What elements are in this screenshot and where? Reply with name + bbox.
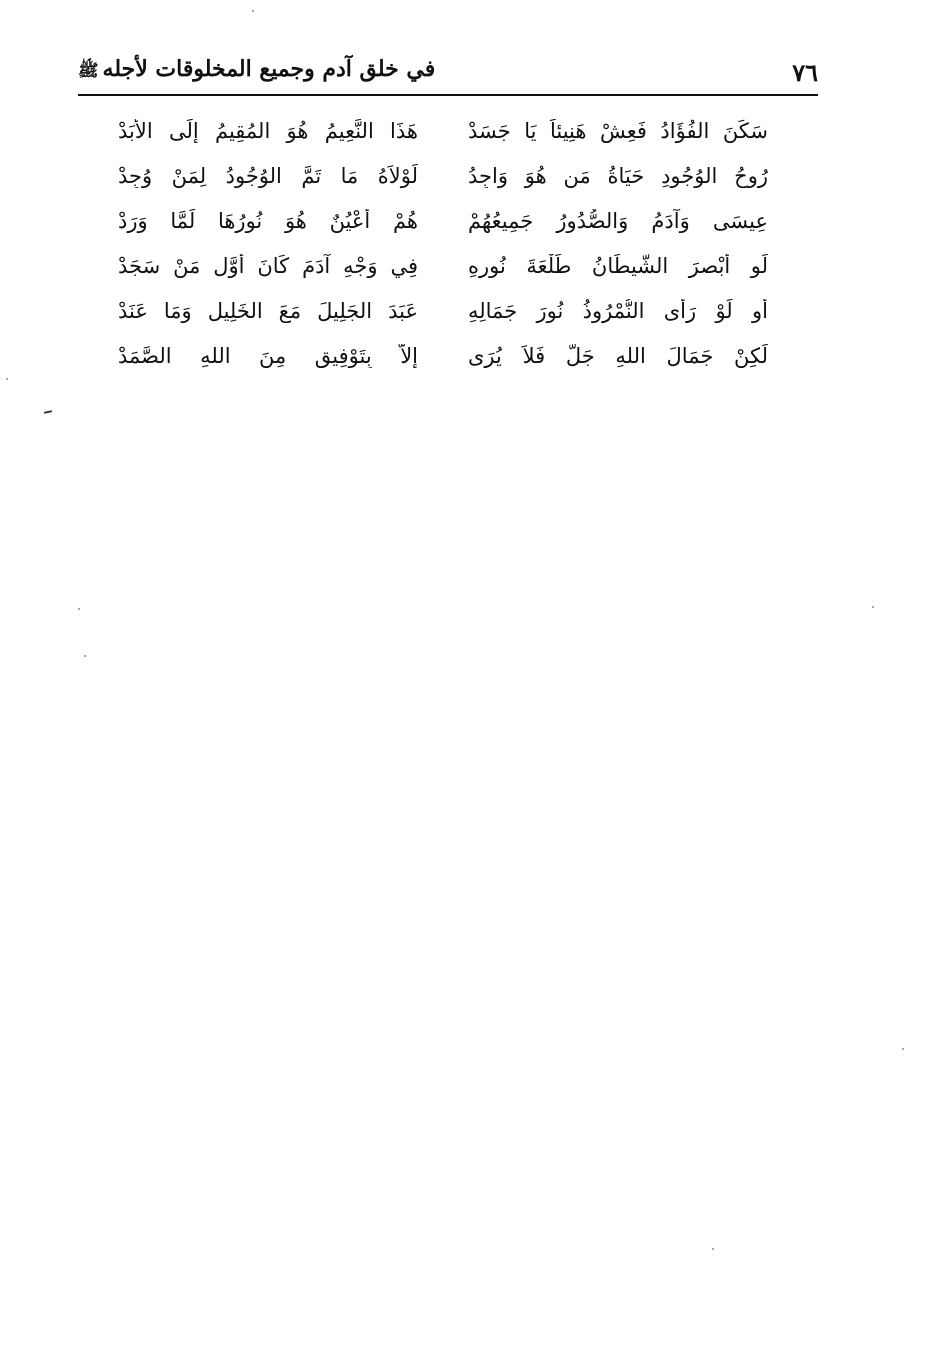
verse-1 xyxy=(118,108,768,153)
honorific-glyph: ﷺ xyxy=(78,61,99,81)
verse-2 xyxy=(118,153,768,198)
verse-3-first-hemistich: عِيسَى وَآدَمُ وَالصُّدُورُ جَمِيعُهُمْ xyxy=(468,208,768,233)
verse-2-second-hemistich: لَوْلاَهُ مَا تَمَّ الوُجُودُ لِمَنْ وُجِدْ xyxy=(118,163,418,188)
verse-6-first-hemistich: لَكِنْ جَمَالَ اللهِ جَلَّ فَلاَ يُرَى xyxy=(468,343,768,368)
poem-block xyxy=(118,108,768,378)
scan-speck xyxy=(84,655,86,657)
scan-speck xyxy=(6,378,8,380)
verse-4-second-hemistich: فِي وَجْهِ آدَمَ كَانَ أَوَّل مَنْ سَجَدْ xyxy=(118,253,418,278)
verse-5-second-hemistich: عَبَدَ الجَلِيلَ مَعَ الخَلِيلِ وَمَا عَنَدْ xyxy=(118,298,418,323)
verse-3-second-hemistich: هُمْ أَعْيُنٌ هُوَ نُورُهَا لَمَّا وَرَدْ xyxy=(118,208,418,233)
verse-4-first-hemistich: لَو أبْصرَ الشَّيطَانُ طَلْعَةَ نُورِهِ xyxy=(468,253,768,278)
verse-2-first-hemistich: رُوحُ الوُجُودِ حَيَاةُ مَن هُوَ وَاجِدُ xyxy=(468,163,768,188)
verse-5-first-hemistich: أَو لَوْ رَأَى النُّمْرُوذُ نُورَ جَمَالِهِ xyxy=(468,298,768,323)
page-header xyxy=(78,52,818,94)
scan-speck xyxy=(78,608,80,610)
verse-5 xyxy=(118,288,768,333)
scan-speck xyxy=(872,606,874,608)
header-rule xyxy=(78,94,818,96)
verse-6 xyxy=(118,333,768,378)
running-title xyxy=(78,56,435,85)
scan-speck xyxy=(252,10,254,12)
verse-1-first-hemistich: سَكَنَ الفُؤَادُ فَعِشْ هَنِيئاً يَا جَسَدْ xyxy=(468,118,768,143)
scan-speck xyxy=(712,1248,714,1250)
verse-4 xyxy=(118,243,768,288)
scan-speck xyxy=(902,1048,904,1050)
verse-1-second-hemistich: هَذَا النَّعِيمُ هُوَ المُقِيمُ إِلَى الأَبَدْ xyxy=(118,118,418,143)
page-number: ٧٦ xyxy=(792,58,818,87)
verse-3 xyxy=(118,198,768,243)
running-title-text: في خلق آدم وجميع المخلوقات لأجله xyxy=(102,56,436,82)
verse-6-second-hemistich: إِلاَّ بِتَوْفِيقٍ مِنَ اللهِ الصَّمَدْ xyxy=(118,343,418,368)
scan-mark xyxy=(44,410,52,414)
